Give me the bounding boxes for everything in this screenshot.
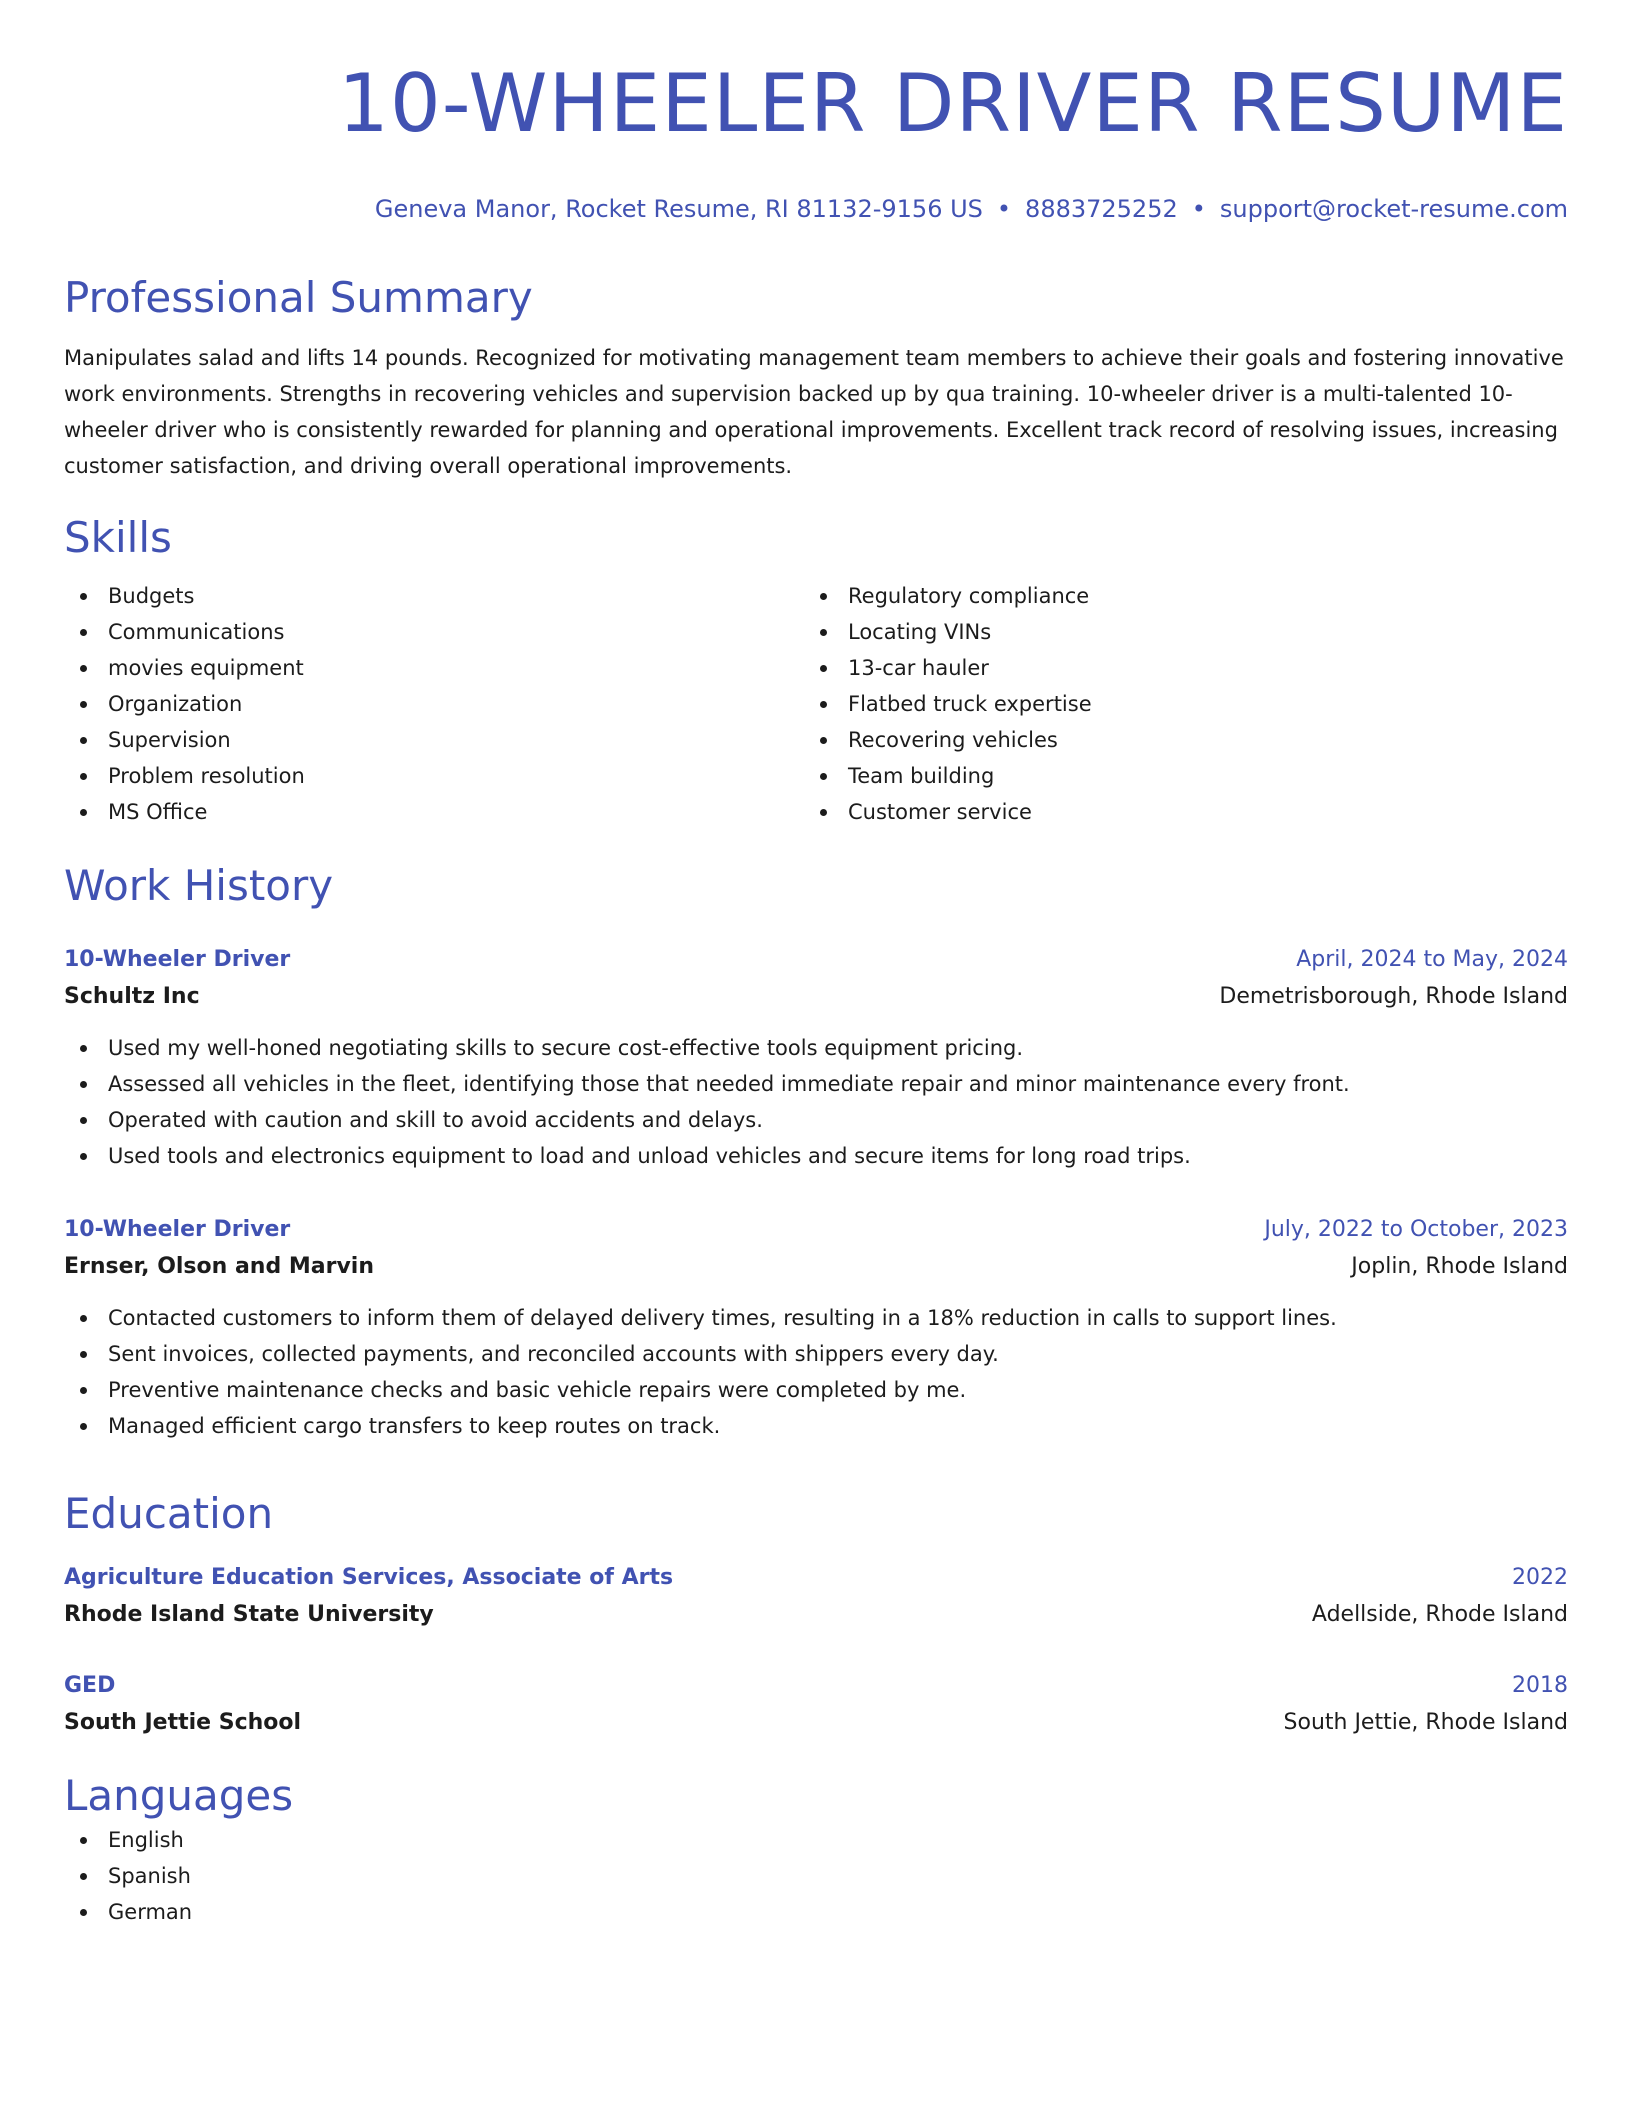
job-entry — [64, 1212, 1568, 1444]
skills-grid — [64, 578, 1568, 830]
job-dates: April, 2024 to May, 2024 — [1296, 947, 1568, 972]
skill-item: 13-car hauler — [816, 650, 1568, 686]
contact-separator: • — [996, 195, 1012, 223]
job-bullet: Used my well-honed negotiating skills to secure cost-effective tools equipment pricing. — [64, 1030, 1568, 1066]
contact-line — [64, 194, 1568, 224]
resume-header — [64, 56, 1568, 224]
job-location: Joplin, Rhode Island — [1351, 1254, 1568, 1279]
language-item: English — [64, 1822, 1568, 1858]
skill-item: movies equipment — [64, 650, 816, 686]
job-role: 10-Wheeler Driver — [64, 947, 291, 972]
job-bullet: Used tools and electronics equipment to load and unload vehicles and secure items for long road trips. — [64, 1138, 1568, 1174]
languages-section — [64, 1770, 1568, 1930]
section-title-summary: Professional Summary — [64, 273, 533, 322]
education-header-row — [64, 1560, 1568, 1596]
job-bullet: Contacted customers to inform them of delayed delivery times, resulting in a 18% reduction in calls to support lines. — [64, 1300, 1568, 1336]
resume-title: 10-WHEELER DRIVER RESUME — [337, 57, 1568, 150]
education-school: South Jettie School — [64, 1710, 302, 1735]
job-company-row — [64, 1248, 1568, 1286]
languages-list — [64, 1822, 1568, 1930]
skill-item: Recovering vehicles — [816, 722, 1568, 758]
education-school: Rhode Island State University — [64, 1602, 434, 1627]
job-header-row — [64, 1212, 1568, 1248]
education-entry — [64, 1668, 1568, 1742]
section-title-languages: Languages — [64, 1771, 294, 1820]
contact-email[interactable]: support@rocket-resume.com — [1219, 195, 1568, 223]
skill-item: Communications — [64, 614, 816, 650]
job-bullets — [64, 1030, 1568, 1174]
job-bullet: Preventive maintenance checks and basic vehicle repairs were completed by me. — [64, 1372, 1568, 1408]
skill-item: Locating VINs — [816, 614, 1568, 650]
skill-item: Problem resolution — [64, 758, 816, 794]
education-school-row — [64, 1704, 1568, 1742]
job-role: 10-Wheeler Driver — [64, 1217, 291, 1242]
job-bullets — [64, 1300, 1568, 1444]
education-section — [64, 1488, 1568, 1742]
skill-item: Customer service — [816, 794, 1568, 830]
skills-column-left — [64, 578, 816, 830]
education-header-row — [64, 1668, 1568, 1704]
skill-item: Regulatory compliance — [816, 578, 1568, 614]
contact-phone[interactable]: 8883725252 — [1025, 195, 1178, 223]
job-company: Ernser, Olson and Marvin — [64, 1254, 375, 1279]
language-item: German — [64, 1894, 1568, 1930]
job-bullet: Sent invoices, collected payments, and reconciled accounts with shippers every day. — [64, 1336, 1568, 1372]
education-location: Adellside, Rhode Island — [1311, 1602, 1568, 1627]
job-dates: July, 2022 to October, 2023 — [1264, 1217, 1568, 1242]
skill-item: Supervision — [64, 722, 816, 758]
job-company: Schultz Inc — [64, 984, 200, 1009]
education-entry — [64, 1560, 1568, 1634]
skills-column-right — [816, 578, 1568, 830]
education-location: South Jettie, Rhode Island — [1283, 1710, 1568, 1735]
contact-address: Geneva Manor, Rocket Resume, RI 81132-9156 US — [374, 195, 983, 223]
education-degree: Agriculture Education Services, Associate of Arts — [64, 1565, 674, 1590]
summary-text: Manipulates salad and lifts 14 pounds. Recognized for motivating management team members to achieve their goals and fostering innovative work environments. Strengths in recovering vehicles and supervision backed up by qua training. 10-wheeler driver is a multi-talented 10-wheeler driver who is consistently rewarded for planning and operational improvements. Excellent track record of resolving issues, increasing customer satisfaction, and driving overall operational improvements. — [64, 346, 1564, 478]
job-company-row — [64, 978, 1568, 1016]
skill-item: MS Office — [64, 794, 816, 830]
job-bullet: Operated with caution and skill to avoid accidents and delays. — [64, 1102, 1568, 1138]
skill-item: Budgets — [64, 578, 816, 614]
education-degree: GED — [64, 1673, 116, 1698]
work-history-section — [64, 860, 1568, 1444]
education-school-row — [64, 1596, 1568, 1634]
summary-section — [64, 272, 1568, 484]
section-title-work-history: Work History — [64, 861, 334, 910]
job-entry — [64, 942, 1568, 1174]
contact-separator: • — [1191, 195, 1206, 223]
section-title-education: Education — [64, 1489, 274, 1538]
job-bullet: Managed efficient cargo transfers to keep routes on track. — [64, 1408, 1568, 1444]
skills-section — [64, 512, 1568, 830]
skills-list-right — [816, 578, 1568, 830]
job-location: Demetrisborough, Rhode Island — [1219, 984, 1568, 1009]
skill-item: Team building — [816, 758, 1568, 794]
skill-item: Flatbed truck expertise — [816, 686, 1568, 722]
section-title-skills: Skills — [64, 513, 172, 562]
education-year: 2022 — [1512, 1565, 1568, 1590]
job-header-row — [64, 942, 1568, 978]
skills-list-left — [64, 578, 816, 830]
language-item: Spanish — [64, 1858, 1568, 1894]
job-bullet: Assessed all vehicles in the fleet, identifying those that needed immediate repair and minor maintenance every front. — [64, 1066, 1568, 1102]
education-year: 2018 — [1512, 1673, 1568, 1698]
skill-item: Organization — [64, 686, 816, 722]
